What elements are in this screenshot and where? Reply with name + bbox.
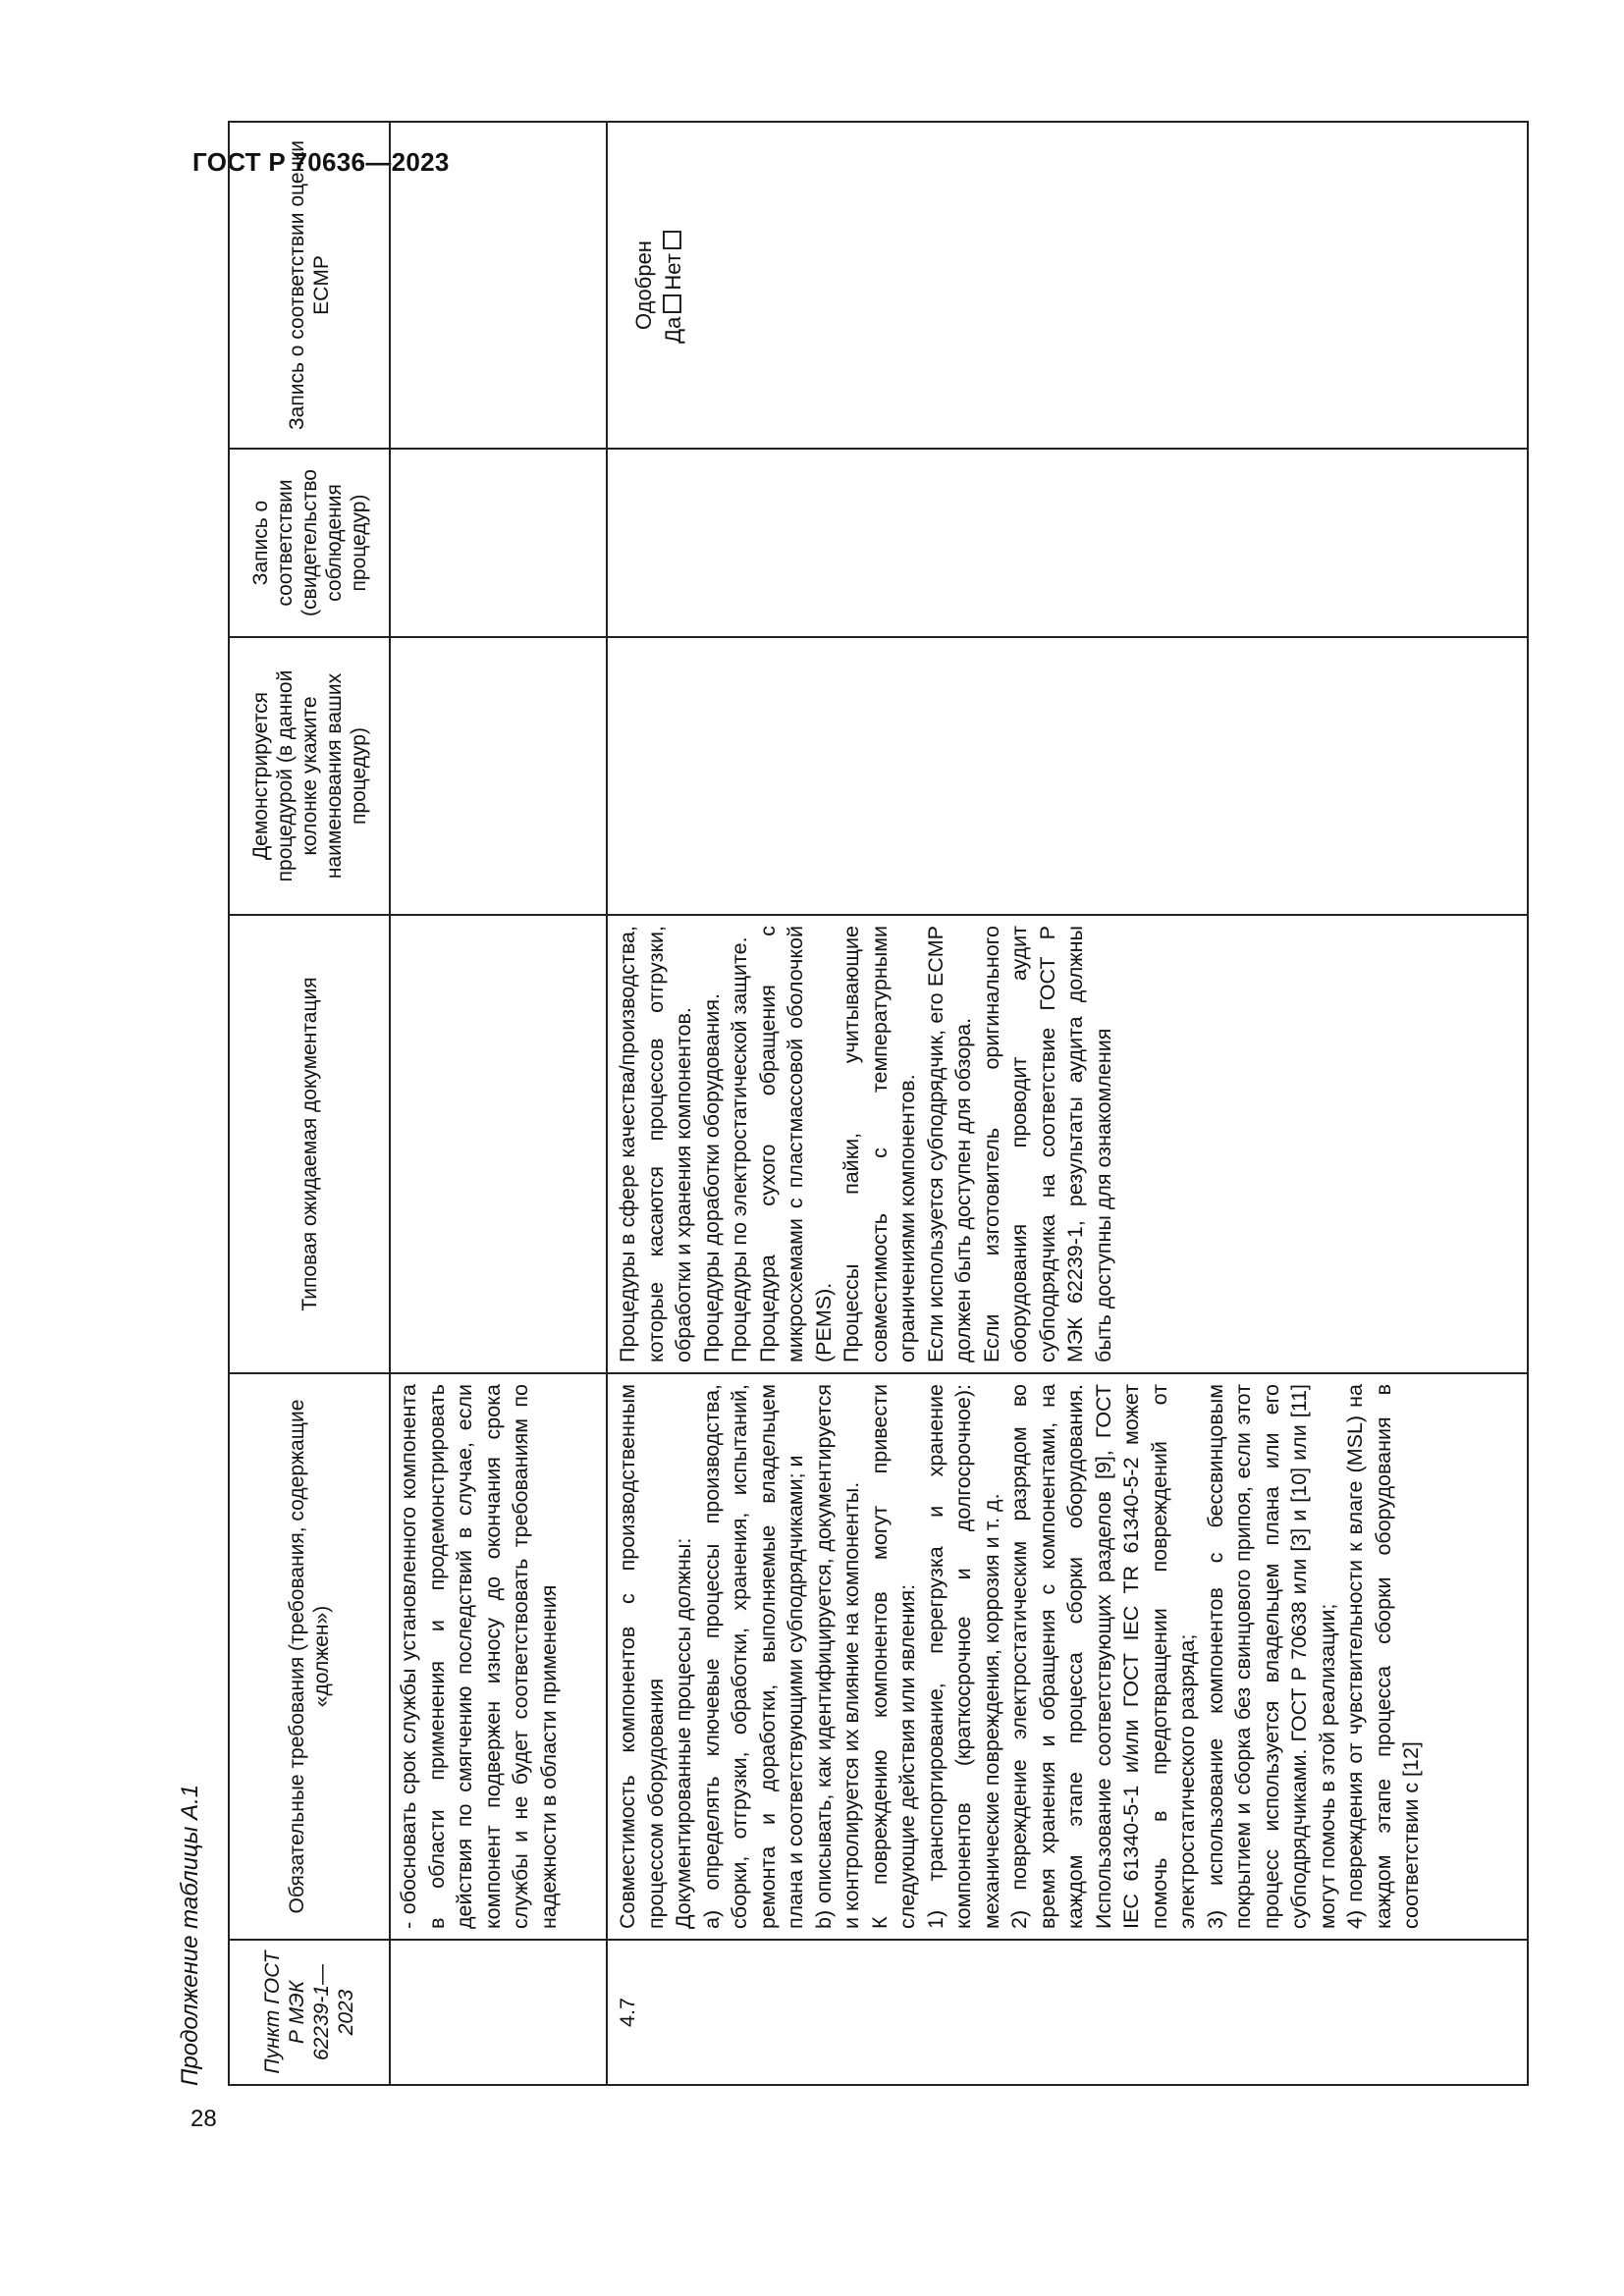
doc-paragraph: Процедура сухого обращения с микросхемами с пластмассовой оболочкой (PEMS). bbox=[755, 926, 836, 1362]
row1-documentation bbox=[390, 915, 607, 1373]
yes-checkbox[interactable] bbox=[663, 294, 681, 313]
row1-requirements: - обосновать срок службы установленного компонента в области применения и продемонстрировать действия по смягчению последствий в случае, если компонент подвержен износу до окончания срока службы и не будет соответствовать требованиям по надежности в области применения bbox=[390, 1373, 607, 1940]
no-label: Нет bbox=[661, 253, 685, 291]
doc-paragraph: Если используется субподрядчик, его ECMP должен быть доступен для обзора. bbox=[923, 926, 975, 1362]
header-clause: Пункт ГОСТ Р МЭК 62239-1—2023 bbox=[229, 1940, 390, 2085]
table-header-row bbox=[229, 122, 390, 2085]
row1-demonstrated bbox=[390, 637, 607, 915]
table-row bbox=[607, 122, 1528, 2085]
requirements-table bbox=[228, 121, 1529, 2086]
doc-paragraph: Процедуры доработки оборудования. bbox=[699, 993, 724, 1362]
approval-status: Одобрен bbox=[631, 240, 656, 330]
row2-record-ecmp bbox=[607, 122, 1528, 449]
req-paragraph: a) определять ключевые процессы производства, сборки, отгрузки, обработки, хранения, испытаний, ремонта и доработки, выполняемые владельцем плана и соответствующими субподрядчиками; и bbox=[699, 1384, 807, 1929]
no-checkbox[interactable] bbox=[663, 231, 681, 249]
req-paragraph: 1) транспортирование, перегрузка и хранение компонентов (краткосрочное и долгосрочное): механические повреждения, коррозия и т. д. bbox=[923, 1384, 1003, 1929]
document-code: ГОСТ Р 70636—2023 bbox=[192, 147, 450, 177]
header-record-compliance: Запись о соответствии (свидетельство соблюдения процедур) bbox=[229, 449, 390, 637]
req-paragraph: 3) использование компонентов с бессвинцовым покрытием и сборка без свинцового припоя, если этот процесс используется владельцем плана или его субподрядчиками. ГОСТ Р 70638 или [3] и [10] или [11] могут помочь в этой реализации; bbox=[1203, 1384, 1339, 1929]
req-paragraph: Документированные процессы должны: bbox=[672, 1537, 695, 1929]
req-paragraph: Совместимость компонентов с производственным процессом оборудования bbox=[616, 1384, 668, 1929]
doc-paragraph: Если изготовитель оригинального оборудования проводит аудит субподрядчика на соответствие ГОСТ Р МЭК 62239-1, результаты аудита должны быть доступны для ознакомления bbox=[979, 926, 1115, 1362]
header-demonstrated: Демонстрируется процедурой (в данной колонке укажите наименования ваших процедур) bbox=[229, 637, 390, 915]
req-paragraph: К повреждению компонентов могут привести следующие действия или явления: bbox=[867, 1384, 919, 1929]
row1-clause bbox=[390, 1940, 607, 2085]
header-documentation: Типовая ожидаемая документация bbox=[229, 915, 390, 1373]
header-record-ecmp: Запись о соответствии оценки ECMP bbox=[229, 122, 390, 449]
row2-demonstrated bbox=[607, 637, 1528, 915]
rotated-table-area bbox=[177, 0, 1483, 2086]
yes-label: Да bbox=[661, 316, 685, 344]
table-row bbox=[390, 122, 607, 2085]
row2-documentation bbox=[607, 915, 1528, 1373]
doc-paragraph: Процедуры по электростатической защите. bbox=[728, 936, 751, 1362]
req-paragraph: b) описывать, как идентифицируется, документируется и контролируется их влияние на компоненты. bbox=[811, 1384, 863, 1929]
req-paragraph: 4) повреждения от чувствительности к влаге (MSL) на каждом этапе процесса сборки оборудования в соответствии с [12] bbox=[1343, 1384, 1423, 1929]
req-paragraph: 2) повреждение электростатическим разрядом во время хранения и обращения с компонентами, на каждом этапе процесса сборки оборудования. Использование соответствующих разделов [9], ГОСТ IEC 61340-5-1 и/или ГОСТ IEC TR 61340-5-2 может помочь в предотвращении повреждений от электростатического разряда; bbox=[1007, 1384, 1199, 1929]
header-requirements: Обязательные требования (требования, содержащие «должен») bbox=[229, 1373, 390, 1940]
row1-record-compliance bbox=[390, 449, 607, 637]
page-number: 28 bbox=[190, 2106, 217, 2132]
row2-record-compliance bbox=[607, 449, 1528, 637]
doc-paragraph: Процессы пайки, учитывающие совместимость с температурными ограничениями компонентов. bbox=[839, 926, 919, 1362]
row1-record-ecmp bbox=[390, 122, 607, 449]
row2-clause: 4.7 bbox=[607, 1940, 1528, 2085]
table-caption: Продолжение таблицы А.1 bbox=[177, 1784, 203, 2086]
doc-paragraph: Процедуры в сфере качества/производства, которые касаются процессов отгрузки, обработки и хранения компонентов. bbox=[616, 926, 695, 1362]
approval-options bbox=[659, 133, 688, 438]
row2-requirements bbox=[607, 1373, 1528, 1940]
